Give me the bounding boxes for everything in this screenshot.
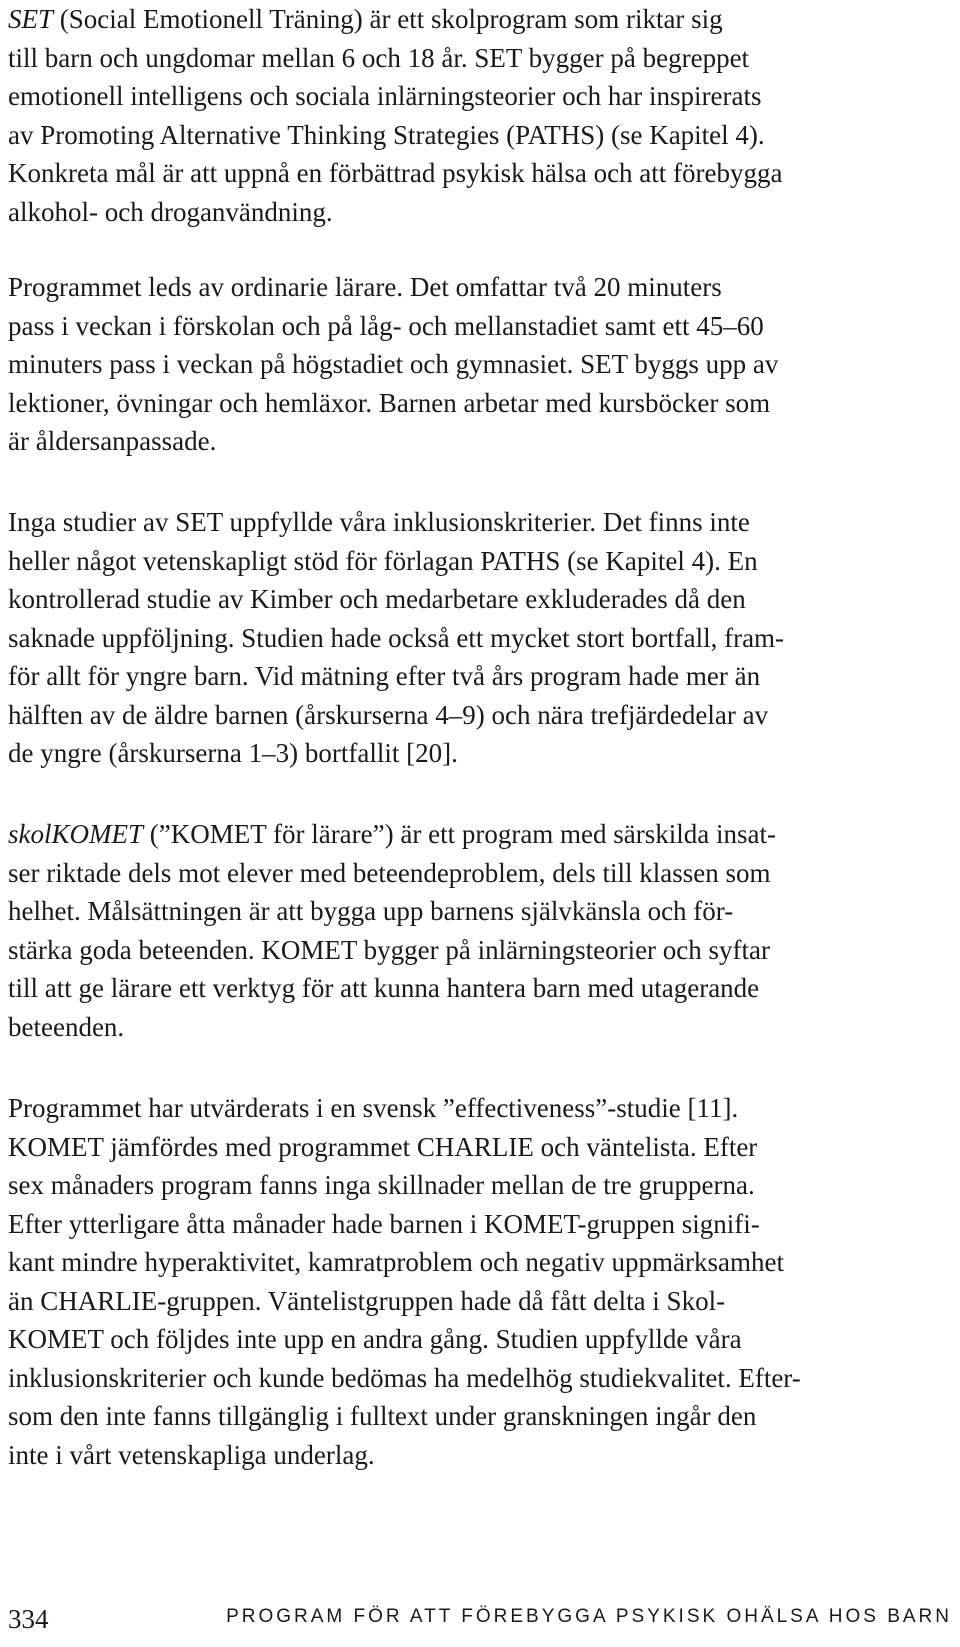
text-line: inklusionskriterier och kunde bedömas ha medelhög studiekvalitet. Efter- — [8, 1362, 801, 1393]
text-line: helhet. Målsättningen är att bygga upp barnens självkänsla och för- — [8, 896, 734, 926]
text-line: hälften av de äldre barnen (årskurserna 4–9) och nära trefjärdedelar av — [8, 699, 769, 730]
text-line: saknade uppföljning. Studien hade också ett mycket stort bortfall, fram- — [8, 622, 785, 653]
text-line: Programmet leds av ordinarie lärare. Det omfattar två 20 minuters — [8, 272, 722, 302]
page-number: 334 — [8, 1604, 49, 1634]
running-title: PROGRAM FÖR ATT FÖREBYGGA PSYKISK OHÄLSA HOS BARN — [226, 1606, 952, 1627]
text-line: de yngre (årskurserna 1–3) bortfallit [20]. — [8, 738, 458, 768]
text-line: av Promoting Alternative Thinking Strategies (PATHS) (se Kapitel 4). — [8, 119, 765, 150]
paragraph-set-structure — [8, 268, 778, 461]
text-line: som den inte fanns tillgänglig i fulltext under granskningen ingår den — [8, 1401, 757, 1431]
program-name-set: SET — [8, 4, 54, 34]
program-name-skolkomet: skolKOMET — [8, 819, 143, 849]
text-line: kant mindre hyperaktivitet, kamratproblem och negativ uppmärksamhet — [8, 1247, 785, 1277]
text-line: SET (Social Emotionell Träning) är ett skolprogram som riktar sig — [8, 4, 723, 34]
text-line: alkohol- och droganvändning. — [8, 196, 333, 227]
text-line: inte i vårt vetenskapliga underlag. — [8, 1439, 375, 1470]
text-line: än CHARLIE-gruppen. Väntelistgruppen hade då fått delta i Skol- — [8, 1285, 726, 1316]
text-line: för allt för yngre barn. Vid mätning efter två års program hade mer än — [8, 661, 761, 691]
text-line: kontrollerad studie av Kimber och medarbetare exkluderades då den — [8, 584, 746, 614]
text-line: sex månaders program fanns inga skillnader mellan de tre grupperna. — [8, 1170, 755, 1200]
text-line: är åldersanpassade. — [8, 426, 217, 456]
text-line: Programmet har utvärderats i en svensk ”effectiveness”-studie [11]. — [8, 1093, 739, 1123]
page-footer — [8, 1596, 952, 1636]
paragraph-set-studies — [8, 503, 784, 773]
text-line: heller något vetenskapligt stöd för förlagan PATHS (se Kapitel 4). En — [8, 545, 758, 576]
text-line: lektioner, övningar och hemläxor. Barnen arbetar med kursböcker som — [8, 387, 771, 418]
text-line: stärka goda beteenden. KOMET bygger på inlärningsteorier och syftar — [8, 934, 770, 965]
text-line: emotionell intelligens och sociala inlärningsteorier och har inspirerats — [8, 81, 762, 111]
text-line: Konkreta mål är att uppnå en förbättrad psykisk hälsa och att förebygga — [8, 158, 783, 188]
text-line: minuters pass i veckan på högstadiet och gymnasiet. SET byggs upp av — [8, 349, 779, 379]
text-line: beteenden. — [8, 1011, 125, 1042]
text-line: KOMET jämfördes med programmet CHARLIE och väntelista. Efter — [8, 1131, 758, 1162]
paragraph-komet-evaluation — [8, 1089, 801, 1474]
text-line: pass i veckan i förskolan och på låg- och mellanstadiet samt ett 45–60 — [8, 310, 764, 341]
paragraph-set-intro — [8, 0, 782, 231]
text-line: till att ge lärare ett verktyg för att kunna hantera barn med utagerande — [8, 973, 760, 1003]
text-line: skolKOMET (”KOMET för lärare”) är ett program med särskilda insat- — [8, 819, 776, 849]
text-line: Inga studier av SET uppfyllde våra inklusionskriterier. Det finns inte — [8, 507, 750, 537]
text-line: till barn och ungdomar mellan 6 och 18 år. SET bygger på begreppet — [8, 42, 750, 73]
text-line: KOMET och följdes inte upp en andra gång. Studien uppfyllde våra — [8, 1324, 742, 1354]
text-line: Efter ytterligare åtta månader hade barnen i KOMET-gruppen signifi- — [8, 1208, 760, 1239]
paragraph-skolkomet-intro — [8, 815, 776, 1046]
text-line: ser riktade dels mot elever med beteendeproblem, dels till klassen som — [8, 857, 771, 888]
